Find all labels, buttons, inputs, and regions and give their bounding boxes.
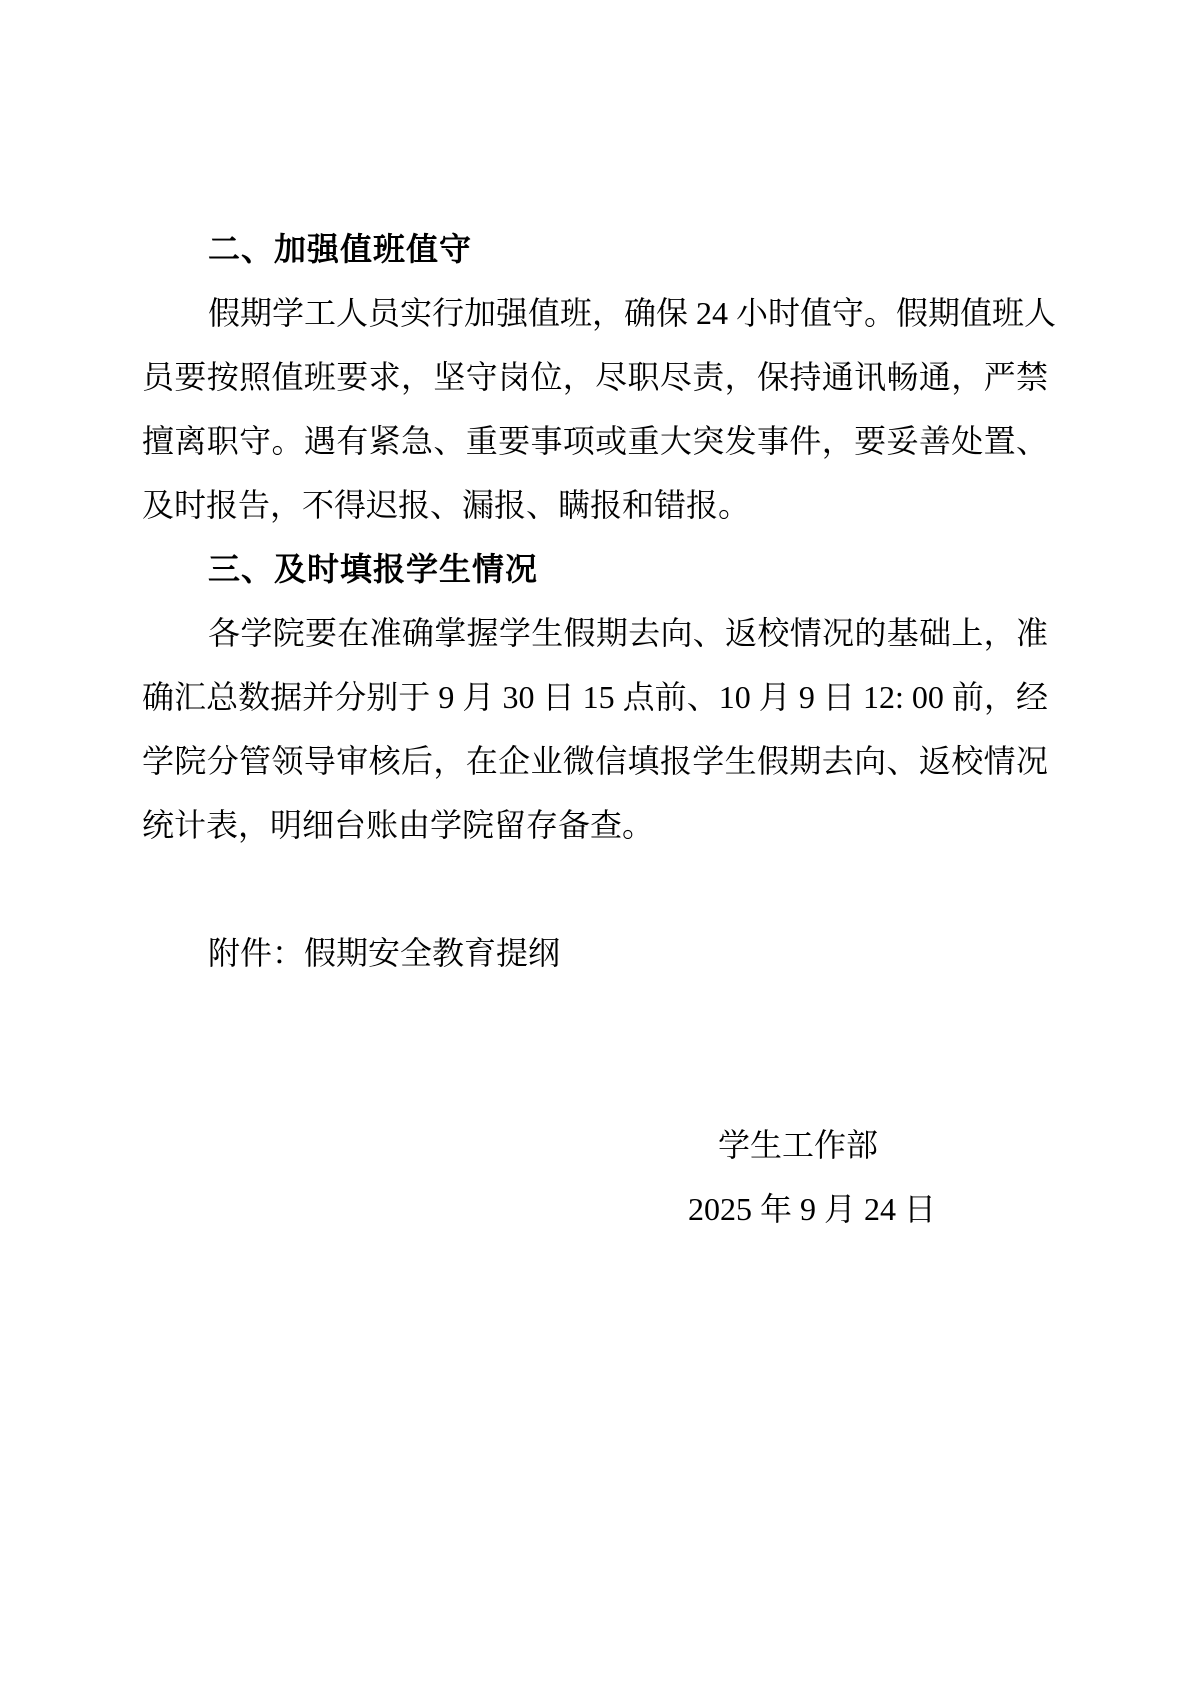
section-heading-3: 三、及时填报学生情况: [208, 551, 539, 587]
paragraph-1-line-4: 及时报告，不得迟报、漏报、瞒报和错报。: [142, 487, 751, 523]
paragraph-1-line-1: 假期学工人员实行加强值班，确保 24 小时值守。假期值班人: [208, 295, 1057, 331]
section-heading-2: 二、加强值班值守: [208, 231, 473, 267]
signature-department: 学生工作部: [718, 1127, 879, 1163]
paragraph-1-line-2: 员要按照值班要求，坚守岗位，尽职尽责，保持通讯畅通，严禁: [142, 359, 1048, 395]
paragraph-2-line-2: 确汇总数据并分别于 9 月 30 日 15 点前、10 月 9 日 12: 00 前，经: [142, 679, 1048, 715]
paragraph-2-line-4: 统计表，明细台账由学院留存备查。: [142, 807, 655, 843]
paragraph-2-line-1: 各学院要在准确掌握学生假期去向、返校情况的基础上，准: [208, 615, 1048, 651]
blank-line: [142, 985, 1048, 1049]
blank-line: [142, 857, 1048, 921]
blank-line: [142, 1049, 1048, 1113]
document-body: [142, 217, 1057, 1241]
paragraph-1-line-3: 擅离职守。遇有紧急、重要事项或重大突发事件，要妥善处置、: [142, 423, 1048, 459]
attachment-line: 附件：假期安全教育提纲: [208, 935, 561, 971]
signature-date: 2025 年 9 月 24 日: [688, 1191, 937, 1227]
paragraph-2-line-3: 学院分管领导审核后，在企业微信填报学生假期去向、返校情况: [142, 743, 1048, 779]
